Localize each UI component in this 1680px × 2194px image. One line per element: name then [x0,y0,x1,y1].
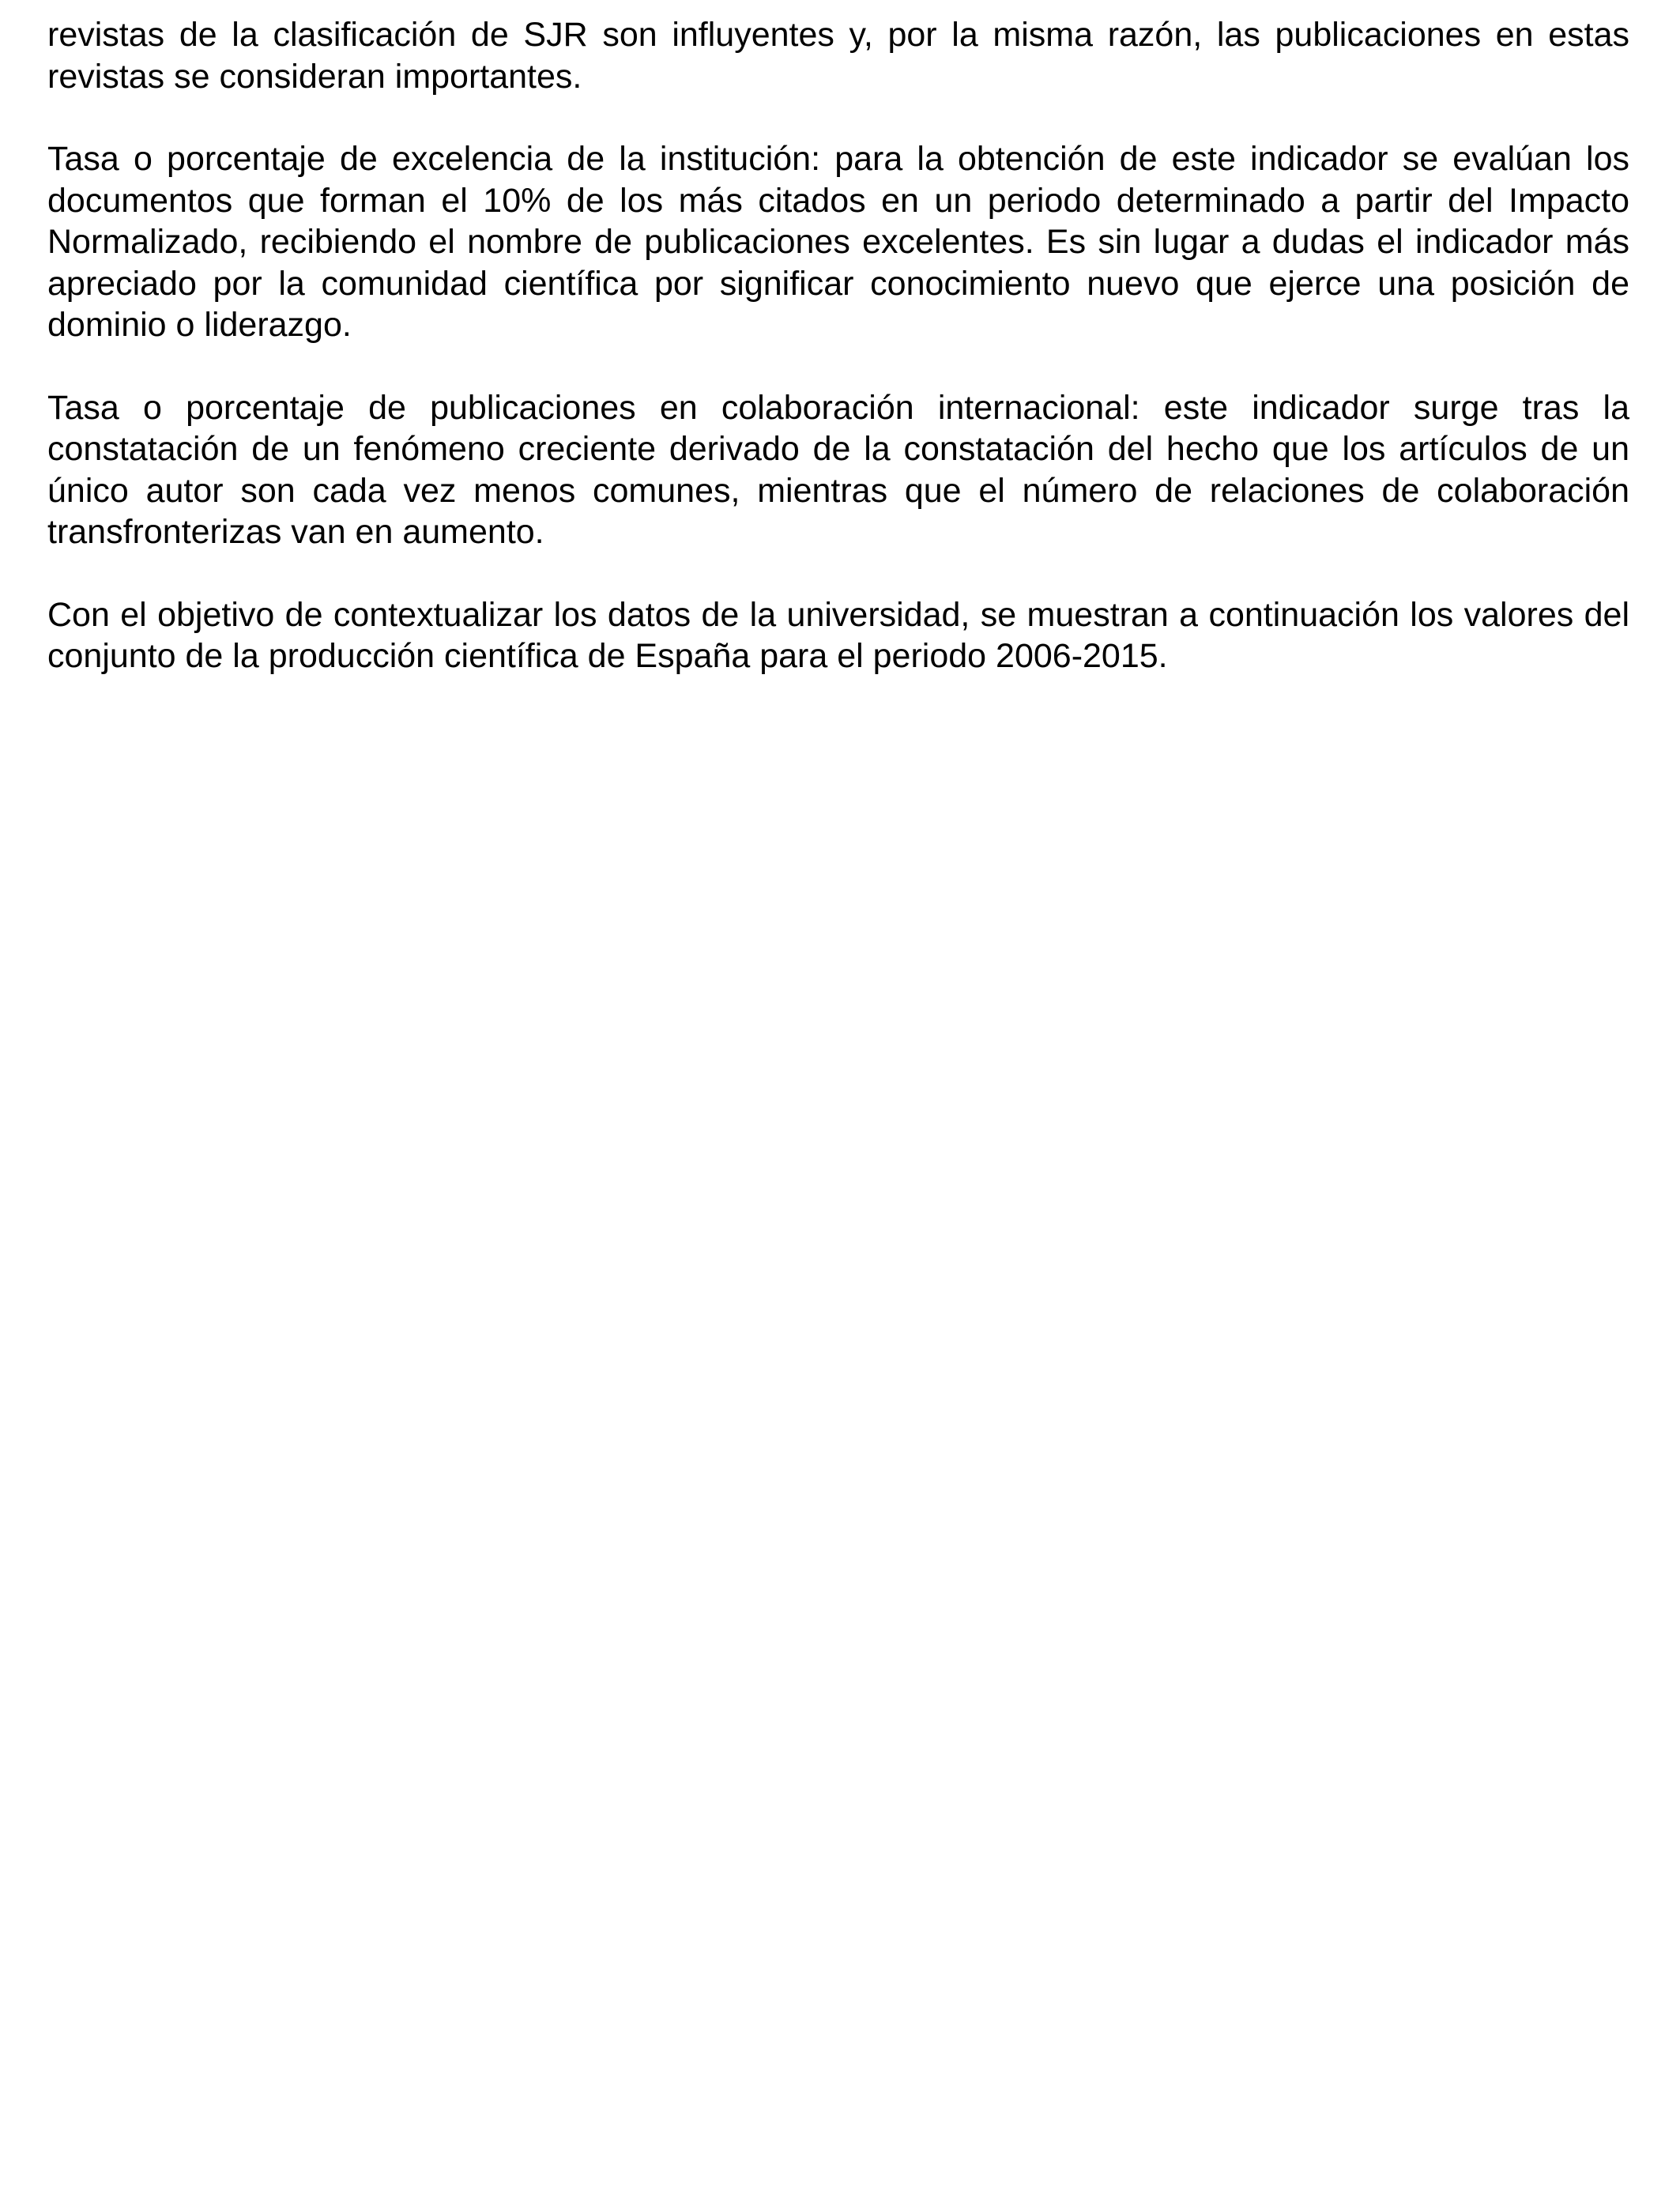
paragraph-sjr-continuation: revistas de la clasificación de SJR son influyentes y, por la misma razón, las publicaciones en estas revistas se consideran importantes. [47,16,1629,96]
paragraph-spain-context: Con el objetivo de contextualizar los datos de la universidad, se muestran a continuación los valores del conjunto de la producción científica de España para el periodo 2006-2015. [47,595,1629,675]
paragraph-international-collaboration: Tasa o porcentaje de publicaciones en colaboración internacional: este indicador surge tras la constatación de un fenómeno creciente derivado de la constatación del hecho que los artículos de un único autor son cada vez menos comunes, mientras que el número de relaciones de colaboración transfronterizas van en aumento. [47,388,1629,551]
paragraph-excellence-rate: Tasa o porcentaje de excelencia de la institución: para la obtención de este indicador se evalúan los documentos que forman el 10% de los más citados en un periodo determinado a partir del Impacto Normalizado, recibiendo el nombre de publicaciones excelentes. Es sin lugar a dudas el indicador más apreciado por la comunidad científica por significar conocimiento nuevo que ejerce una posición de dominio o liderazgo. [47,140,1629,344]
